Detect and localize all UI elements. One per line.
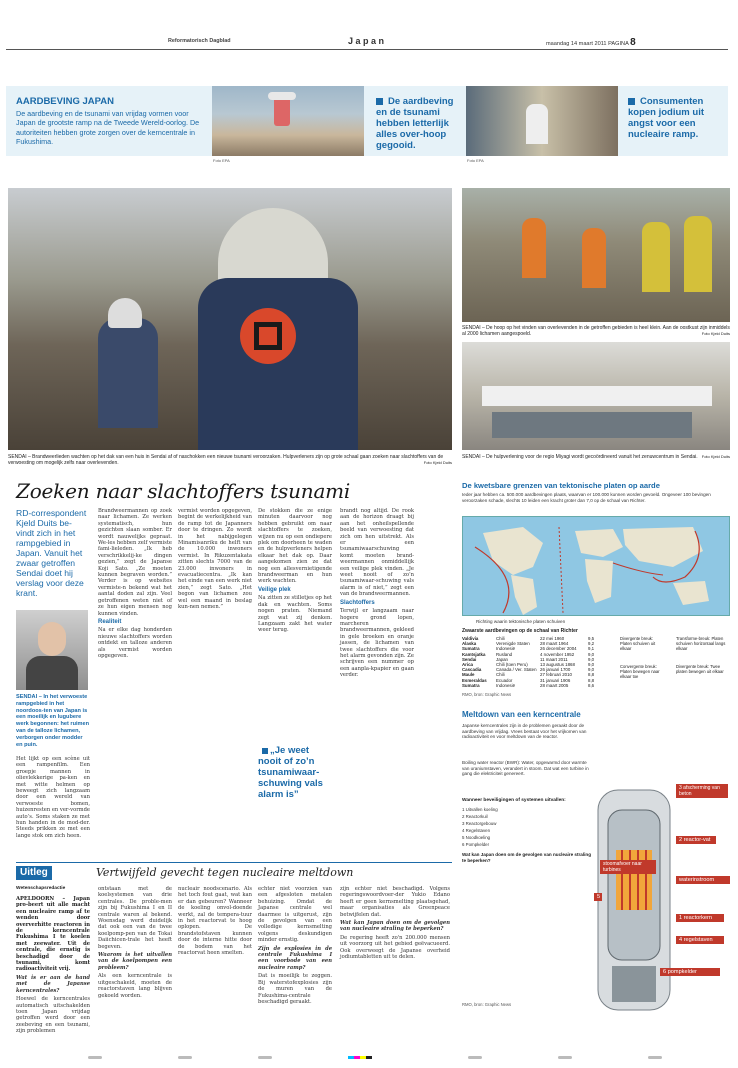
article-col2-b: Na er elke dag honderden nieuwe slachtoffers worden ontdekt en talloze anderen als vermist worden opgegeven. bbox=[98, 627, 172, 659]
uitleg-col-1 bbox=[16, 896, 90, 1035]
header-page-number: 8 bbox=[630, 37, 636, 48]
article-col2-text: Brandweermannen op zoek naar lichamen. Ze werken systematisch, hun gezichten slaan somber. Er wordt nauwelijks gepraat. We-les hebben zelf vermiste fami-lieleden. „Ik heb verschrikkelij-ke dingen gezien,” zegt de Japanse Koji Sato. „Ze moeten kunnen begraven worden.” Verder is op websites vermiste-n bekend wat het aantal doden zal zijn. Veel getroffenen weten niet of ze hun eigen mensen nog kunnen vinden. bbox=[98, 508, 172, 617]
footer-marks-svg bbox=[8, 1055, 728, 1061]
quake-date: 13 augustus 1868 bbox=[540, 662, 575, 668]
uitleg-a1: Hoewel de kerncentrales automatisch uitschakelden toen Japan vrijdag getroffen werd door een zeebeving en een tsunami, zijn problemen bbox=[16, 996, 90, 1035]
main-caption-credit: Foto Kjeld Duits bbox=[423, 460, 452, 465]
uitleg-q4: Zijn de explosies in de centrale Fukushima I een voorbode van een nucleaire ramp? bbox=[258, 945, 332, 971]
quake-place: Sumatra bbox=[462, 646, 480, 652]
teaser-credit-2: Foto EPA bbox=[467, 158, 484, 163]
label-5: 5 bbox=[594, 893, 602, 901]
quake-date: 26 december 2004 bbox=[540, 646, 577, 652]
label-afscherming bbox=[676, 784, 728, 798]
quake-mag: 8,8 bbox=[588, 672, 595, 678]
map-legend-2: Transforme-breuk: Platen schuiven horizontaal langs elkaar bbox=[676, 636, 726, 651]
article-col4-b: Na zitten ze stilletjes op het dak en wachten. Soms nogen praten. Niemand zegt wat zij denken. Langzaam zakt het water weer terug. bbox=[258, 595, 332, 634]
article-lead: RD-correspondent Kjeld Duits be-vindt zich in het rampgebied in Japan. Vanuit het zwaar getroffen Sendai doet hij verslag voor deze krant. bbox=[16, 508, 87, 598]
teaser-photo-2 bbox=[466, 86, 618, 156]
quake-mag: 9,0 bbox=[588, 667, 595, 673]
plant-source: RMO, bron: Graphic News bbox=[462, 1002, 512, 1007]
label-reactorkern-text: reactorkern bbox=[683, 915, 712, 921]
uitleg-a5: De regering heeft zo'n 200.000 mensen uit voorzorg uit het gebied geëvacueerd. Ook overweegt de Japanse overheid jodiumtabletten uit te delen. bbox=[340, 934, 450, 961]
main-caption-text: SENDAI – Brandweerlieden wachten op het dak van een huis in Sendai af of naschokken een nieuwe tsunami veroorzaken. Hulpverleners zijn op grote schaal gaan zoeken naar slachtoffers van de verwoesting om mogelijk zelfs naar overlevenden. bbox=[8, 454, 444, 466]
article-col-5 bbox=[340, 508, 414, 840]
label-stoomafvoer: stoomafvoer naar turbines bbox=[600, 860, 656, 874]
map-source: RMO, bron: Graphic News bbox=[462, 692, 512, 697]
main-photo-caption bbox=[8, 454, 452, 466]
right-photo-2 bbox=[462, 342, 730, 450]
quake-mag: 9,0 bbox=[588, 662, 595, 668]
quake-country: Ecuador bbox=[496, 677, 513, 683]
uitleg-q2: Waarom is het uitvallen van de koelpompen een probleem? bbox=[98, 952, 172, 971]
quake-date: 26 januari 1700 bbox=[540, 667, 571, 673]
map-title: De kwetsbare grenzen van tektonische platen op aarde bbox=[462, 481, 660, 490]
quake-country: Canada / Ver. Staten bbox=[496, 667, 537, 673]
quake-row bbox=[462, 683, 612, 688]
label-afscherming-text: afscherming van beton bbox=[679, 785, 720, 797]
right-photo-1-caption bbox=[462, 325, 730, 337]
label-pompkelder bbox=[660, 968, 720, 976]
plant-step-2: 2 Reactorkuil bbox=[462, 814, 488, 819]
uitleg-col-3 bbox=[178, 886, 252, 1026]
map-legend-1: Divergente breuk: Platen schuiven uit elkaar bbox=[620, 636, 656, 651]
label-regelstaven bbox=[676, 936, 724, 944]
label-reactorkern-num: 1 bbox=[679, 915, 683, 921]
article-col4-text: De stokken die ze enige minuten daarvoor nog hebben gebruikt om naar slachtoffers te zoeken, wijzen nu op een ondiepere plek om doorheen te waden en de hulpverleners helpen elkaar het dak op. Daar aangekomen zien ze dat nog een allesvernietigende brandweerman en hun werk wachten. bbox=[258, 508, 332, 585]
label-reactorvat bbox=[676, 836, 716, 844]
uitleg-a4: Dat is moeilijk te zeggen. Bij waterstofexplosies zijn de muren van de Fukushima-centrale beschadigd geraakt. bbox=[258, 973, 332, 1005]
quake-country: Indonesië bbox=[496, 646, 516, 652]
header-date bbox=[546, 37, 636, 48]
right-photo-1 bbox=[462, 188, 730, 322]
article-col5-text: brandt nog altijd. De rook aan de horizon draagt bij aan het onheilspellende beeld van verwoesting dat zich om hen uitstrekt. Als er een tsunamiwaarschuwing komt moeten brand-weermannen onmiddellijk een veilige plek vinden. „Je weet nooit of zo’n tsunamiwaar-schuwing vals alarm is of niet,” zegt een van de brandweermannen. bbox=[340, 508, 414, 598]
header-paper: Reformatorisch Dagblad bbox=[168, 38, 231, 44]
label-regelstaven-text: regelstaven bbox=[683, 937, 713, 943]
article-col-1-end bbox=[16, 756, 90, 838]
label-pompkelder-text: pompkelder bbox=[667, 969, 697, 975]
label-reactorvat-text: reactor-vat bbox=[683, 837, 711, 843]
quake-place: Sumatra bbox=[462, 682, 480, 688]
article-col-2 bbox=[98, 508, 172, 840]
uitleg-col-2 bbox=[98, 886, 172, 1026]
world-map bbox=[462, 516, 730, 616]
article-quote: „Je weet nooit of zo’n tsunamiwaar-schuwing vals alarm is” bbox=[258, 745, 323, 800]
plant-intro: Japanse kerncentrales zijn in de problemen geraakt door de aardbeving van vrijdag. Vrees bestaat voor het vrijkomen van radioactiviteit en voor meltdown van de reactor. bbox=[462, 723, 587, 740]
author-photo bbox=[16, 610, 88, 690]
label-reactorvat-num: 2 bbox=[679, 837, 683, 843]
plant-question: Wat kan Japan doen om de gevolgen van nucleaire straling te beperken? bbox=[462, 852, 591, 863]
teaser-photo-1 bbox=[212, 86, 364, 156]
plant-bwr: Boiling water reactor (BWR): Water, opgewarmd door warmte van uraniumstaven, verandert in stoom. Dat wat een turbine in gang die elektriciteit genereert. bbox=[462, 760, 589, 777]
right-photo-1-credit: Foto Kjeld Duits bbox=[701, 331, 730, 336]
quake-country: Chili bbox=[496, 672, 505, 678]
quake-country: Verenigde Staten bbox=[496, 641, 530, 647]
right-photo-2-credit: Foto Kjeld Duits bbox=[701, 454, 730, 459]
right-photo-2-caption-text: SENDAI – De hulpverlening voor de regio Miyagi wordt gecoördineerd vanuit het zenuwcentrum in Sendai. bbox=[462, 454, 698, 460]
uitleg-byline: Wetenschapsredactie bbox=[16, 886, 66, 891]
map-intro: Ieder jaar hebben ca. 500.000 aardbevingen plaats, waarvan er 100.000 kunnen worden gevoeld. Ongeveer 100 bevingen veroorzaken schade, slechts 10 leiden een kracht groter dan 7,0 op de schaal van Richter. bbox=[462, 492, 711, 503]
quake-date: 11 maart 2011 bbox=[540, 656, 568, 662]
right-photo-1-caption-text: SENDAI – De hoop op het vinden van overlevenden in de getroffen gebieden is heel klein. Aan de oostkust zijn inmiddels al 2000 lichamen aangespoeld. bbox=[462, 325, 730, 337]
quake-date: 4 november 1952 bbox=[540, 651, 575, 657]
quake-country: Indonesië bbox=[496, 682, 516, 688]
plant-steps bbox=[462, 806, 592, 848]
map-legend-3: Convergente breuk: Platen bewegen naar elkaar toe bbox=[620, 664, 660, 679]
quake-date: 28 maart 2005 bbox=[540, 682, 569, 688]
uitleg-c4: echter niet voorzien van een afgesloten metalen behuizing. Omdat de Japanse centrale wel daarmee is uitgerust, zijn de gevolgen van een volledige kernsmelting volgens deskundigen minder ernstig. bbox=[258, 886, 332, 944]
article-col3-text: vermist worden opgegeven, begint de werkelijkheid van de ramp tot de Japanners door te dringen. Zo wordt in het nabijgelegen Minamisanriku de helft van de 10.000 inwoners vermist. In Rikuzentakata zitten slechts 7000 van de 23.000 inwoners in evacuatiecentra. „Ik kan het einde van een werk niet zien,” zegt Sato. „Het begon van lichamen zou wel een maand in beslag kun-nen nemen.” bbox=[178, 508, 252, 611]
quake-country: Rusland bbox=[496, 651, 513, 657]
plant-step-3: 3 Reactorgebouw bbox=[462, 821, 497, 826]
quake-mag: 9,0 bbox=[588, 656, 595, 662]
plant-step-6: 6 Pompkelder bbox=[462, 842, 490, 847]
right-photo-2-caption bbox=[462, 454, 730, 460]
quake-mag: 9,2 bbox=[588, 641, 595, 647]
header-date-text: maandag 14 maart 2011 PAGINA bbox=[546, 41, 629, 47]
quake-place: Valdivia bbox=[462, 636, 479, 641]
teaser-item-2: Consumenten kopen jodium uit angst voor een nucleaire ramp. bbox=[628, 96, 704, 140]
uitleg-c5: zijn echter niet beschadigd. Volgens regeringswoordvoer-der Yukio Edano heeft er geen kernsmelting plaatsgehad, maar organisaties als Greenpeace betwijfelen dat. bbox=[340, 886, 450, 918]
quake-place: Sendai bbox=[462, 656, 477, 662]
uitleg-headline: Vertwijfeld gevecht tegen nucleaire meltdown bbox=[96, 866, 354, 879]
label-reactorkern bbox=[676, 914, 724, 922]
uitleg-lead: APELDOORN – Japan pro-beert uit alle macht een nucleaire ramp af te wenden door oververhitte reactoren in de kerncentrale Fukushima I te koelen met zeewater. Uit de centrale, die ernstig is beschadigd door de tsunami, komt radioactiviteit vrij. bbox=[16, 896, 90, 973]
article-col5-b: Terwijl er langzaam naar hogere grond lopen, marcheren brandweermannen, gekleed in gele broeken en oranje jassen, de lichamen van twee slachtoffers die voor het alarm gevonden zijn. Ze schrijven een nummer op een aanpla-kpapier en gaan verder. bbox=[340, 608, 414, 679]
quake-mag: 8,8 bbox=[588, 677, 595, 683]
uitleg-col-5 bbox=[340, 886, 450, 1026]
article-slacht-heading: Slachtoffers bbox=[340, 599, 375, 606]
author-caption: SENDAI – In het verwoeste rampgebied in het noordoos-ten van Japan is een moeilijk en lugubere werk begonnen: het ruimen van de talloze lichamen, verborgen onder modder en puin. bbox=[16, 694, 90, 748]
uitleg-a2: Als een kerncentrale is uitgeschakeld, moeten de reactorstaven lang blijven gekoeld worden. bbox=[98, 973, 172, 999]
quake-country: Chili bbox=[496, 636, 505, 641]
world-map-svg bbox=[463, 517, 731, 617]
main-photo bbox=[8, 188, 452, 450]
quake-mag: 8,6 bbox=[588, 682, 595, 688]
quake-table-title: Zwaarste aardbevingen op de schaal van Richter bbox=[462, 628, 578, 634]
footer-marks bbox=[8, 1046, 728, 1052]
teaser-credit-1: Foto EPA bbox=[213, 158, 230, 163]
quake-country: Japan bbox=[496, 656, 508, 662]
quake-date: 27 februari 2010 bbox=[540, 672, 572, 678]
uitleg-col-4 bbox=[258, 886, 332, 1026]
quake-place: Maule bbox=[462, 672, 475, 678]
article-col-4 bbox=[258, 508, 332, 738]
uitleg-tag: Uitleg bbox=[16, 866, 52, 880]
quake-place: Alaska bbox=[462, 641, 477, 647]
reactor-diagram bbox=[594, 770, 674, 1020]
quake-place: Esmeraldas bbox=[462, 677, 487, 683]
map-legend-4: Divergente breuk: Twee platen bewegen uit elkaar bbox=[676, 664, 724, 674]
teaser-item-1: De aardbeving en de tsunami hebben letterlijk alles over-hoop gegooid. bbox=[376, 96, 454, 151]
plant-steps-heading: Wanneer beveiligingen of systemen uitvallen: bbox=[462, 798, 566, 803]
plant-step-5: 5 Noodkoeling bbox=[462, 835, 491, 840]
article-veilig-heading: Veilige plek bbox=[258, 586, 291, 593]
article-col-3 bbox=[178, 508, 252, 840]
uitleg-c2: ontstaan met de koelsystemen van drie centrales. De proble-men zijn bij Fukushima I en II centrale waren al bekend. Woensdag werd duidelijk dat ook een van de twee koelpomp-pen van de Tokai Daiichicen-trale het heeft begeven. bbox=[98, 886, 172, 950]
plant-title: Meltdown van een kerncentrale bbox=[462, 710, 581, 719]
map-legend-belt: Richting waarin tektonische platen schuiven bbox=[476, 619, 566, 624]
quake-place: Cascadia bbox=[462, 667, 482, 673]
quake-table bbox=[462, 636, 612, 688]
label-waterinstroom: waterinstroom bbox=[676, 876, 730, 884]
quake-mag: 9,1 bbox=[588, 646, 595, 652]
label-regelstaven-num: 4 bbox=[679, 937, 683, 943]
reactor-svg bbox=[594, 770, 674, 1020]
quake-date: 28 maart 1964 bbox=[540, 641, 569, 647]
article-col1-p2: Het lijkt op een scène uit een rampenfilm. Een groepje mannen in olievlekkerige pa-ken en met witte helmen op beweegt zich langzaam door een wereld van verwoeste bomen, huizenresten en ver-vormde auto’s. Soms staken ze met hun handen in de mod-der. Steeds prikken ze met een lange stok om zich heen. bbox=[16, 756, 90, 839]
article-headline: Zoeken naar slachtoffers tsunami bbox=[16, 479, 351, 503]
uitleg-c3: nucleair noodscenario. Als het toch fout gaat, wat kan er dan gebeuren? Wanneer de koeling onvol-doende werkt, zal de tempera-tuur in het reactorvat te hoog oplopen. De brandstofstaven kunnen door de interne hitte door de bodem van het reactorvat heen smelten. bbox=[178, 886, 252, 957]
header-section: J a p a n bbox=[348, 36, 385, 46]
quake-date: 31 januari 1906 bbox=[540, 677, 571, 683]
uitleg-q5: Wat kan Japan doen om de gevolgen van nucleaire straling te beperken? bbox=[340, 920, 450, 933]
quake-place: Kamtsjatka bbox=[462, 651, 486, 657]
label-afscherming-num: 3 bbox=[679, 785, 682, 791]
teaser-kicker: AARDBEVING JAPAN bbox=[16, 96, 115, 107]
quake-mag: 9,0 bbox=[588, 651, 595, 657]
quake-mag: 9,5 bbox=[588, 636, 595, 641]
teaser-intro: De aardbeving en de tsunami van vrijdag vormen voor Japan de grootste ramp na de Tweede Wereld-oorlog. De autoriteiten hebben grote zorgen over de kerncentrale in Fukushima. bbox=[16, 109, 200, 147]
quake-date: 22 mei 1960 bbox=[540, 636, 565, 641]
plant-step-4: 4 Regelstaven bbox=[462, 828, 491, 833]
plant-step-1: 1 Uitvallen koeling bbox=[462, 807, 498, 812]
label-pompkelder-num: 6 bbox=[663, 969, 667, 975]
quake-place: Arica bbox=[462, 662, 473, 668]
uitleg-q1: Wat is er aan de hand met de Japanse kerncentrales? bbox=[16, 974, 90, 994]
article-realiteit-heading: Realiteit bbox=[98, 618, 122, 625]
quake-country: Chili (toen Peru) bbox=[496, 662, 528, 668]
